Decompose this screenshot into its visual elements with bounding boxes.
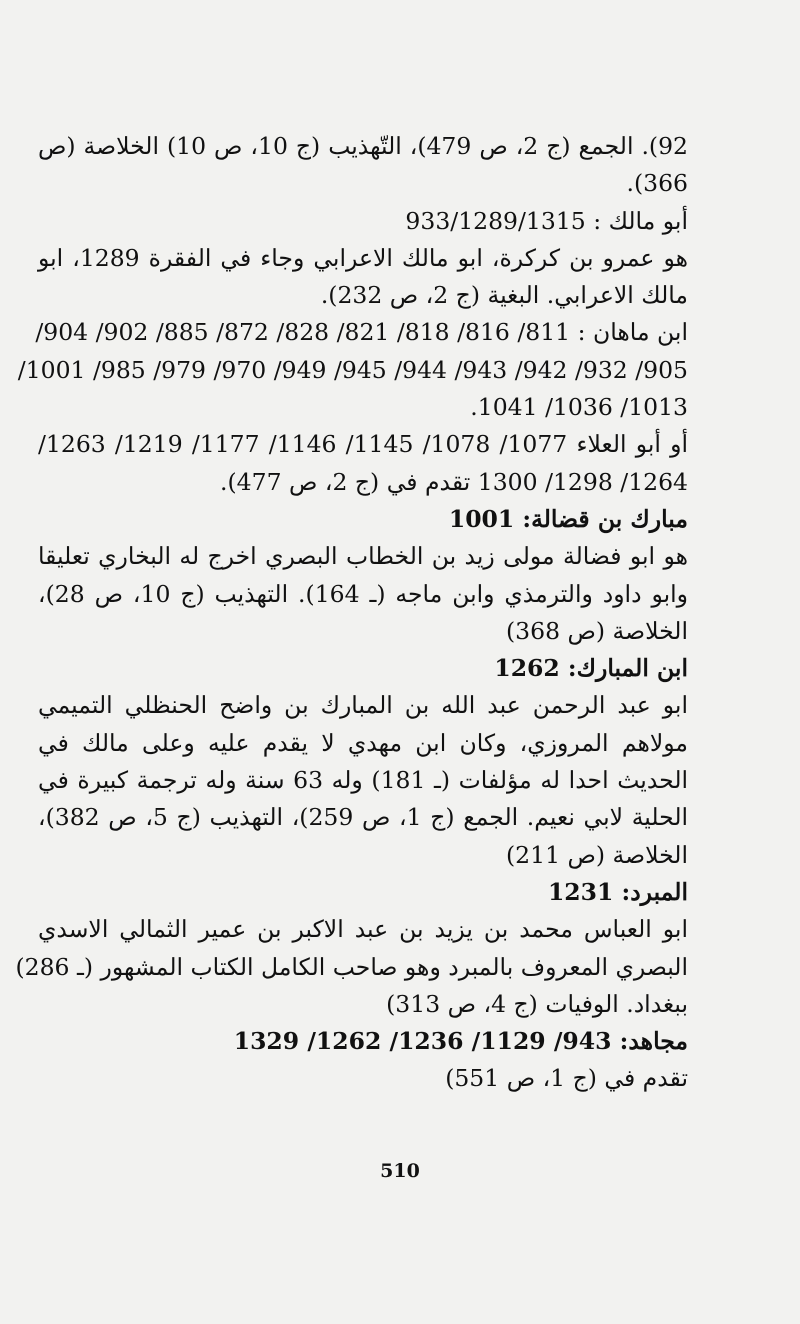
text-line: 366). (626, 169, 688, 198)
text-line: مولاهم المروزي، وكان ابن مهدي لا يقدم عليه وعلى مالك في (38, 728, 688, 757)
text-line: ببغداد. الوفيات (ج 4، ص 313) (386, 989, 688, 1018)
text-line: ابن ماهان : 811/ 816/ 818/ 821/ 828/ 872/ 885/ 902/ 904/ (35, 318, 688, 347)
text-line: 905/ 932/ 942/ 943/ 944/ 945/ 949/ 970/ 979/ 985/ 1001/ (17, 355, 688, 384)
text-line: هو عمرو بن كركرة، ابو مالك الاعرابي وجاء في الفقرة 1289، ابو (38, 243, 688, 272)
entry-heading: مبارك بن قضالة: 1001 (448, 504, 688, 533)
text-line: هو ابو فضالة مولى زيد بن الخطاب البصري اخرج له البخاري تعليقا (38, 542, 688, 571)
text-line: الحديث احدا له مؤلفات (ـ 181) وله 63 سنة وله ترجمة كبيرة في (38, 766, 689, 795)
text-line: تقدم في (ج 1، ص 551) (445, 1064, 688, 1093)
text-line: 1013/ 1036/ 1041. (470, 393, 688, 422)
text-line: الخلاصة (ص 211) (506, 840, 688, 869)
text-line: ابو العباس محمد بن يزيد بن عبد الاكبر بن عمير الثمالي الاسدي (38, 915, 688, 944)
entry-heading: مجاهد: 943/ 1129/ 1236/ 1262/ 1329 (233, 1027, 688, 1056)
text-line: وابو داود والترمذي وابن ماجه (ـ 164). التهذيب (ج 10، ص 28)، (38, 579, 689, 608)
text-line: مالك الاعرابي. البغية (ج 2، ص 232). (320, 281, 688, 310)
text-line: 92). الجمع (ج 2، ص 479)، التّهذيب (ج 10، ص 10) الخلاصة (ص (38, 132, 689, 160)
text-line: أو أبو العلاء 1077/ 1078/ 1145/ 1146/ 1177/ 1219/ 1263/ (38, 430, 689, 459)
text-line: البصري المعروف بالمبرد وهو صاحب الكامل الكتاب المشهور (ـ 286) (15, 952, 688, 981)
entry-heading: ابن المبارك: 1262 (494, 654, 688, 683)
text-line: 1264/ 1298/ 1300 تقدم في (ج 2، ص 477). (220, 467, 688, 496)
entry-heading: المبرد: 1231 (547, 877, 688, 906)
text-line: ابو عبد الرحمن عبد الله بن المبارك بن واضح الحنظلي التميمي (38, 691, 688, 720)
page-body (15, 128, 689, 1098)
text-line: الحلية لابي نعيم. الجمع (ج 1، ص 259)، التهذيب (ج 5، ص 382)، (38, 803, 689, 832)
text-line: الخلاصة (ص 368) (506, 616, 688, 645)
text-line: أبو مالك : 933/1289/1315 (405, 206, 688, 235)
page-number: 510 (380, 1160, 420, 1182)
